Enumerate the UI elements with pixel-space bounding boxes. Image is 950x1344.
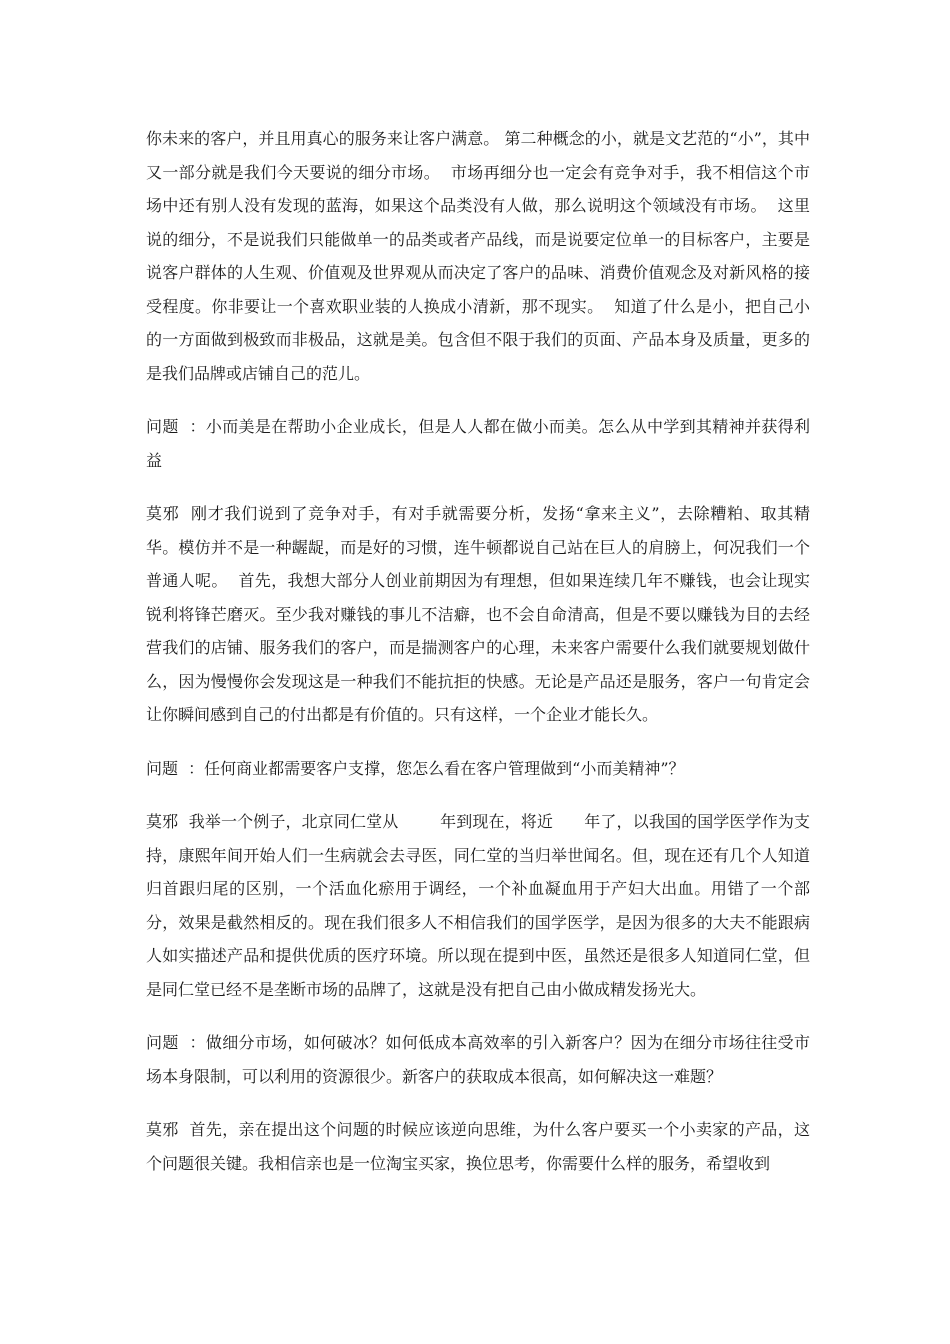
paragraph-intro: 你未来的客户，并且用真心的服务来让客户满意。 第二种概念的小，就是文艺范的“小”，其中又一部分就是我们今天要说的细分市场。 市场再细分也一定会有竞争对手，我不相信这个市场中还有别人没有发现的蓝海，如果这个品类没有人做，那么说明这个领域没有市场。 这里说的细分，不是说我们只能做单一的品类或者产品线，而是说要定位单一的目标客户，主要是说客户群体的人生观、价值观及世界观从而决定了客户的品味、消费价值观念及对新风格的接受程度。你非要让一个喜欢职业装的人换成小清新，那不现实。 知道了什么是小，把自己小的一方面做到极致而非极品，这就是美。包含但不限于我们的页面、产品本身及质量，更多的是我们品牌或店铺自己的范儿。 — [146, 129, 810, 383]
document-body — [146, 122, 810, 1200]
question-1: 问题 ：小而美是在帮助小企业成长，但是人人都在做小而美。怎么从中学到其精神并获得利益 — [146, 417, 810, 470]
question-3: 问题 ：做细分市场，如何破冰？如何低成本高效率的引入新客户？因为在细分市场往往受市场本身限制，可以利用的资源很少。新客户的获取成本很高，如何解决这一难题？ — [146, 1033, 810, 1086]
answer-1: 莫邪 刚才我们说到了竞争对手，有对手就需要分析，发扬“拿来主义”，去除糟粕、取其精华。模仿并不是一种龌龊，而是好的习惯，连牛顿都说自己站在巨人的肩膀上，何况我们一个普通人呢。 首先，我想大部分人创业前期因为有理想，但如果连续几年不赚钱，也会让现实锐利将锋芒磨灭。至少我对赚钱的事儿不洁癖，也不会自命清高，但是不要以赚钱为目的去经营我们的店铺、服务我们的客户，而是揣测客户的心理，未来客户需要什么我们就要规划做什么，因为慢慢你会发现这是一种我们不能抗拒的快感。无论是产品还是服务，客户一句肯定会让你瞬间感到自己的付出都是有价值的。只有这样，一个企业才能长久。 — [146, 504, 810, 724]
answer-2: 莫邪 我举一个例子，北京同仁堂从 年到现在，将近 年了，以我国的国学医学作为支持，康熙年间开始人们一生病就会去寻医，同仁堂的当归举世闻名。但，现在还有几个人知道归首跟归尾的区别，一个活血化瘀用于调经，一个补血凝血用于产妇大出血。用错了一个部分，效果是截然相反的。现在我们很多人不相信我们的国学医学，是因为很多的大夫不能跟病人如实描述产品和提供优质的医疗环境。所以现在提到中医，虽然还是很多人知道同仁堂，但是同仁堂已经不是垄断市场的品牌了，这就是没有把自己由小做成精发扬光大。 — [146, 812, 810, 999]
answer-3: 莫邪 首先，亲在提出这个问题的时候应该逆向思维，为什么客户要买一个小卖家的产品，这个问题很关键。我相信亲也是一位淘宝买家，换位思考，你需要什么样的服务，希望收到 — [146, 1120, 810, 1173]
question-2: 问题 ：任何商业都需要客户支撑，您怎么看在客户管理做到“小而美精神”？ — [146, 758, 685, 778]
